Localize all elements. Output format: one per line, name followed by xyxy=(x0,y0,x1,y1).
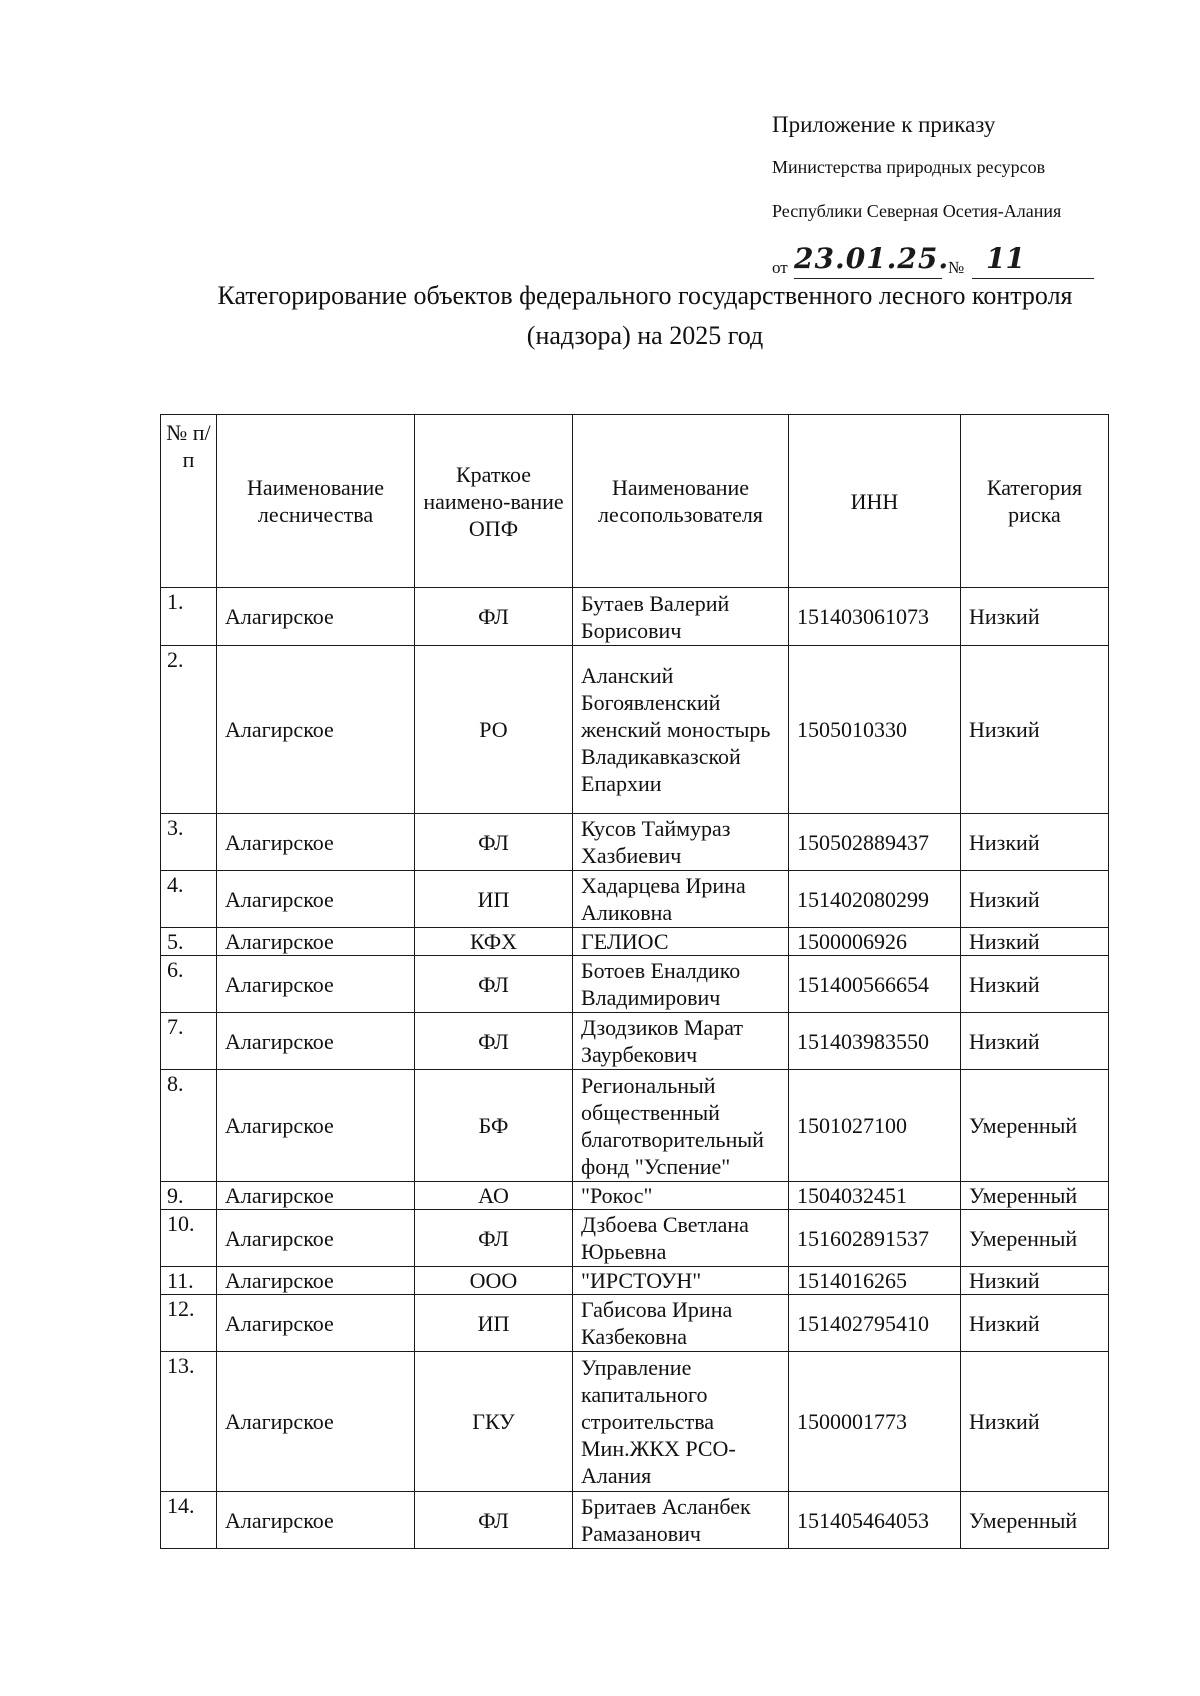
cell-risk: Низкий xyxy=(961,871,1109,928)
cell-user: Кусов Таймураз Хазбиевич xyxy=(573,814,789,871)
cell-forestry: Алагирское xyxy=(217,1295,415,1352)
table-row xyxy=(161,1295,1109,1352)
cell-forestry: Алагирское xyxy=(217,1352,415,1492)
cell-opf: ФЛ xyxy=(415,1013,573,1070)
cell-opf: КФХ xyxy=(415,928,573,956)
cell-num: 13. xyxy=(161,1352,217,1492)
cell-inn: 151403983550 xyxy=(789,1013,961,1070)
cell-inn: 151602891537 xyxy=(789,1210,961,1267)
cell-num: 9. xyxy=(161,1182,217,1210)
cell-inn: 1501027100 xyxy=(789,1070,961,1182)
cell-num: 10. xyxy=(161,1210,217,1267)
cell-num: 2. xyxy=(161,646,217,814)
cell-user: Габисова Ирина Казбековна xyxy=(573,1295,789,1352)
cell-num: 12. xyxy=(161,1295,217,1352)
cell-inn: 151405464053 xyxy=(789,1492,961,1549)
cell-opf: РО xyxy=(415,646,573,814)
cell-risk: Низкий xyxy=(961,1352,1109,1492)
header-opf: Краткое наимено-вание ОПФ xyxy=(415,415,573,588)
cell-risk: Низкий xyxy=(961,928,1109,956)
cell-user: "ИРСТОУН" xyxy=(573,1267,789,1295)
handwritten-date: 23.01.25. xyxy=(794,242,950,275)
cell-risk: Низкий xyxy=(961,588,1109,646)
table-row xyxy=(161,588,1109,646)
cell-forestry: Алагирское xyxy=(217,871,415,928)
cell-risk: Низкий xyxy=(961,1267,1109,1295)
cell-num: 6. xyxy=(161,956,217,1013)
cell-num: 7. xyxy=(161,1013,217,1070)
cell-opf: ФЛ xyxy=(415,588,573,646)
header-inn: ИНН xyxy=(789,415,961,588)
cell-forestry: Алагирское xyxy=(217,1267,415,1295)
cell-user: Региональный общественный благотворительный фонд "Успение" xyxy=(573,1070,789,1182)
cell-opf: БФ xyxy=(415,1070,573,1182)
cell-forestry: Алагирское xyxy=(217,814,415,871)
cell-opf: АО xyxy=(415,1182,573,1210)
cell-forestry: Алагирское xyxy=(217,1492,415,1549)
cell-inn: 151403061073 xyxy=(789,588,961,646)
cell-opf: ФЛ xyxy=(415,1210,573,1267)
table-row xyxy=(161,1210,1109,1267)
cell-forestry: Алагирское xyxy=(217,646,415,814)
cell-num: 3. xyxy=(161,814,217,871)
cell-forestry: Алагирское xyxy=(217,928,415,956)
cell-inn: 151402795410 xyxy=(789,1295,961,1352)
header-num: № п/п xyxy=(161,415,217,588)
cell-user: Аланский Богоявленский женский моностырь Владикавказской Епархии xyxy=(573,646,789,814)
document-title xyxy=(100,276,1190,356)
cell-user: "Рокос" xyxy=(573,1182,789,1210)
cell-num: 1. xyxy=(161,588,217,646)
table-row xyxy=(161,956,1109,1013)
table-body xyxy=(161,588,1109,1549)
cell-user: Дзбоева Светлана Юрьевна xyxy=(573,1210,789,1267)
cell-risk: Низкий xyxy=(961,646,1109,814)
handwritten-number: 11 xyxy=(986,242,1025,275)
table-row xyxy=(161,1013,1109,1070)
cell-opf: ФЛ xyxy=(415,956,573,1013)
table-row xyxy=(161,1182,1109,1210)
cell-forestry: Алагирское xyxy=(217,588,415,646)
cell-risk: Умеренный xyxy=(961,1492,1109,1549)
table-row xyxy=(161,871,1109,928)
cell-inn: 1505010330 xyxy=(789,646,961,814)
cell-inn: 1514016265 xyxy=(789,1267,961,1295)
cell-opf: ФЛ xyxy=(415,1492,573,1549)
table-header-row xyxy=(161,415,1109,588)
table-row xyxy=(161,814,1109,871)
table-row xyxy=(161,1492,1109,1549)
cell-forestry: Алагирское xyxy=(217,1182,415,1210)
cell-user: Управление капитального строительства Мин.ЖКХ РСО-Алания xyxy=(573,1352,789,1492)
cell-num: 8. xyxy=(161,1070,217,1182)
document-title-line1: Категорирование объектов федерального государственного лесного контроля xyxy=(217,281,1073,310)
cell-forestry: Алагирское xyxy=(217,1210,415,1267)
risk-category-table xyxy=(160,414,1109,1549)
cell-risk: Низкий xyxy=(961,1013,1109,1070)
cell-num: 4. xyxy=(161,871,217,928)
cell-opf: ИП xyxy=(415,871,573,928)
cell-forestry: Алагирское xyxy=(217,1013,415,1070)
header-risk: Категория риска xyxy=(961,415,1109,588)
cell-num: 5. xyxy=(161,928,217,956)
cell-user: ГЕЛИОС xyxy=(573,928,789,956)
annex-title: Приложение к приказу xyxy=(772,112,996,137)
cell-risk: Низкий xyxy=(961,814,1109,871)
cell-user: Бритаев Асланбек Рамазанович xyxy=(573,1492,789,1549)
table-row xyxy=(161,1267,1109,1295)
cell-forestry: Алагирское xyxy=(217,1070,415,1182)
number-label: № xyxy=(948,258,965,277)
annex-republic: Республики Северная Осетия-Алания xyxy=(772,201,1062,221)
cell-inn: 1504032451 xyxy=(789,1182,961,1210)
cell-opf: ГКУ xyxy=(415,1352,573,1492)
cell-opf: ФЛ xyxy=(415,814,573,871)
cell-opf: ИП xyxy=(415,1295,573,1352)
cell-user: Дзодзиков Марат Заурбекович xyxy=(573,1013,789,1070)
cell-num: 14. xyxy=(161,1492,217,1549)
cell-inn: 1500001773 xyxy=(789,1352,961,1492)
cell-user: Бутаев Валерий Борисович xyxy=(573,588,789,646)
document-title-line2: (надзора) на 2025 год xyxy=(526,321,764,350)
cell-risk: Умеренный xyxy=(961,1210,1109,1267)
cell-inn: 150502889437 xyxy=(789,814,961,871)
cell-risk: Умеренный xyxy=(961,1182,1109,1210)
header-forestry: Наименование лесничества xyxy=(217,415,415,588)
cell-forestry: Алагирское xyxy=(217,956,415,1013)
cell-user: Хадарцева Ирина Аликовна xyxy=(573,871,789,928)
cell-inn: 151400566654 xyxy=(789,956,961,1013)
cell-risk: Низкий xyxy=(961,956,1109,1013)
annex-ministry: Министерства природных ресурсов xyxy=(772,157,1046,177)
cell-risk: Умеренный xyxy=(961,1070,1109,1182)
header-user: Наименование лесопользователя xyxy=(573,415,789,588)
cell-risk: Низкий xyxy=(961,1295,1109,1352)
table-row xyxy=(161,1352,1109,1492)
cell-opf: ООО xyxy=(415,1267,573,1295)
annex-block xyxy=(772,108,1172,282)
table-row xyxy=(161,1070,1109,1182)
cell-num: 11. xyxy=(161,1267,217,1295)
table-row xyxy=(161,928,1109,956)
cell-user: Ботоев Еналдико Владимирович xyxy=(573,956,789,1013)
table-row xyxy=(161,646,1109,814)
from-label: от xyxy=(772,258,788,277)
cell-inn: 151402080299 xyxy=(789,871,961,928)
cell-inn: 1500006926 xyxy=(789,928,961,956)
